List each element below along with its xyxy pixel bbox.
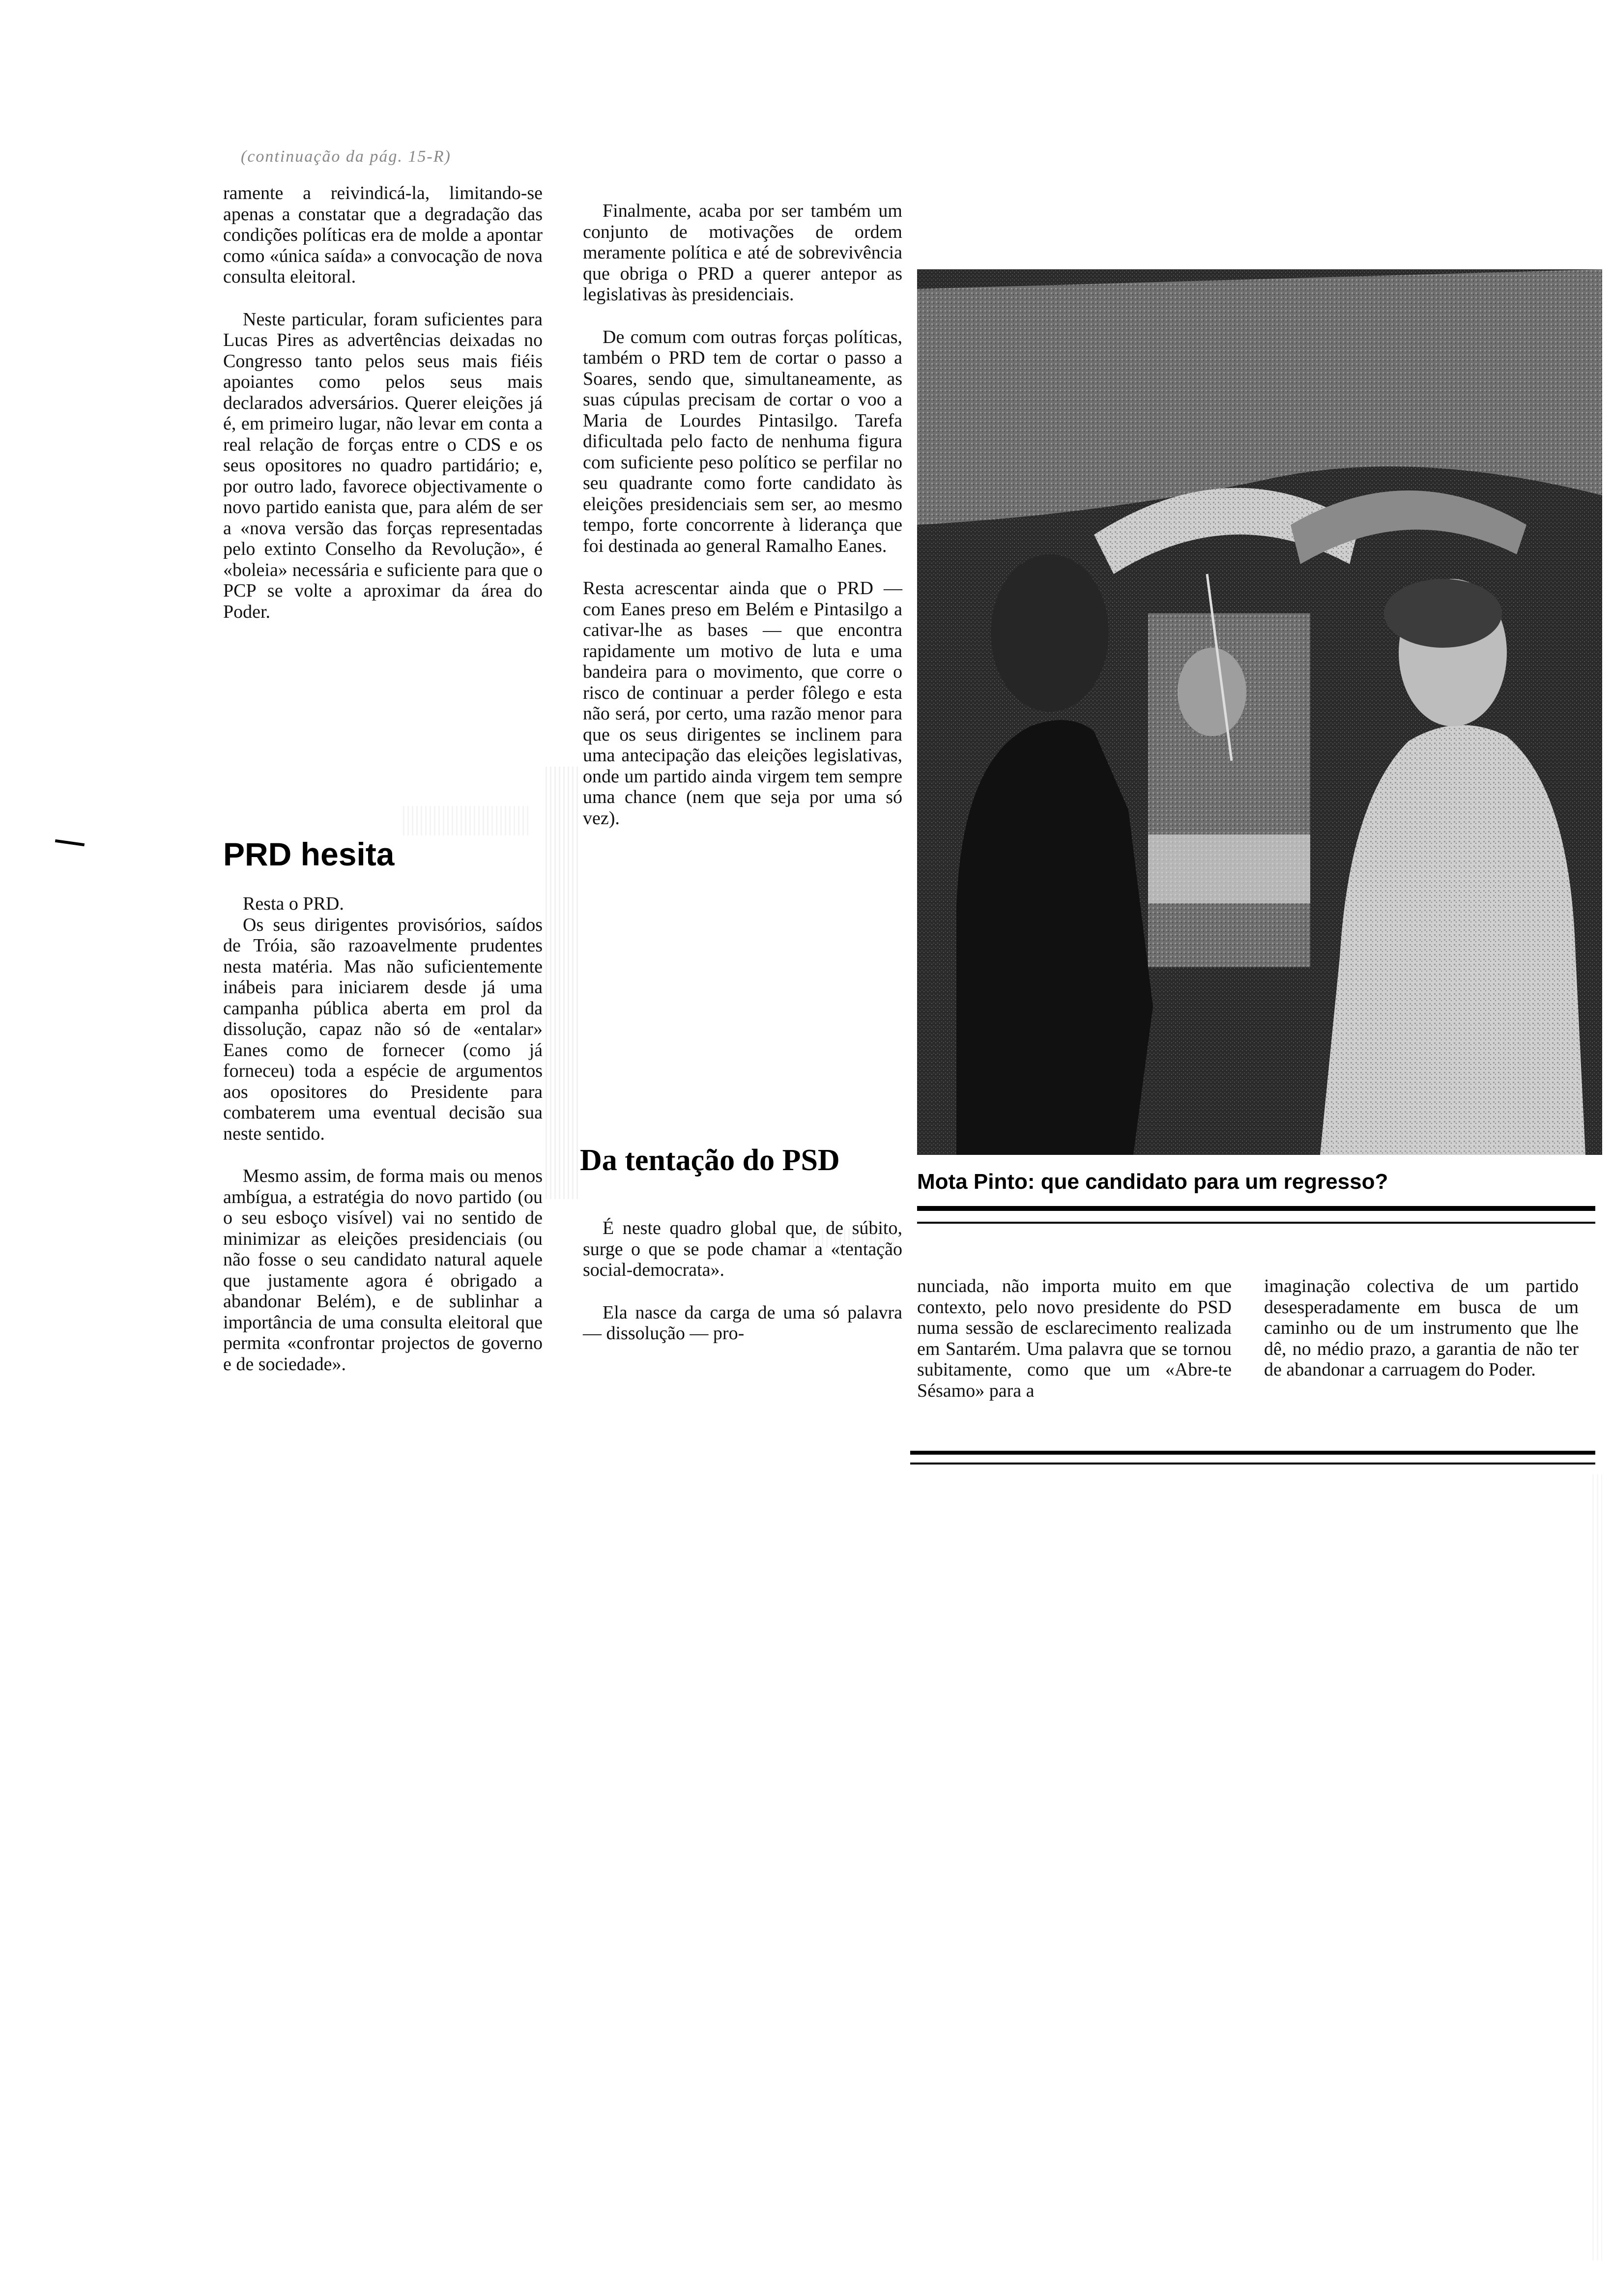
- scan-noise-1: [546, 767, 580, 1199]
- column-1b-paragraph-1: Resta o PRD.: [243, 893, 344, 914]
- photo-illustration: [917, 269, 1602, 1155]
- subhead-prd-hesita: PRD hesita: [223, 836, 395, 872]
- margin-mark: [55, 839, 85, 846]
- right-figure-hair: [1384, 579, 1502, 648]
- scan-noise-2: [403, 806, 531, 835]
- photo-caption: Mota Pinto: que candidato para um regresso?: [917, 1170, 1388, 1194]
- column-2b-paragraph-2: Ela nasce da carga de uma só palavra — dissolução — pro-: [583, 1302, 902, 1344]
- column-4: [1264, 1276, 1579, 1402]
- continuation-line: (continuação da pág. 15-R): [241, 147, 451, 166]
- column-1b-paragraph-2: Os seus dirigentes provisórios, saídos de Tróia, são razoavelmente prudentes nesta matéria. Mas não suficientemente inábeis para iniciarem desde já uma campanha pública aberta em prol da dissolução, capaz não só de «entalar» Eanes como de fornecer (como já forneceu) toda a espécie de argumentos aos opositores do Presidente para combaterem uma eventual decisão sua neste sentido.: [223, 914, 543, 1144]
- caption-rule-1: [917, 1206, 1595, 1211]
- column-3: [917, 1276, 1232, 1423]
- column-1b-paragraph-3: Mesmo assim, de forma mais ou menos ambígua, a estratégia do novo partido (ou o seu esboço visível) vai no sentido de minimizar as eleições presidenciais (ou não fosse o seu candidato natural aquele que justamente agora é obrigado a abandonar Belém), e de sublinhar a importância de uma consulta eleitoral que permita «confrontar projectos de governo e de sociedade».: [223, 1166, 543, 1375]
- vehicle-glint: [1148, 834, 1310, 903]
- bottom-rule-1: [910, 1451, 1595, 1455]
- column-4-paragraph-1: imaginação colectiva de um partido desesperadamente em busca de um caminho ou de um instrumento que lhe dê, no médio prazo, a garantia de não ter de abandonar a carruagem do Poder.: [1264, 1276, 1579, 1380]
- column-1-paragraph-2: Neste particular, foram suficientes para Lucas Pires as advertências deixadas no Congresso tanto pelos seus mais fiéis apoiantes como pelos seus mais declarados adversários. Querer eleições já é, em primeiro lugar, não levar em conta a real relação de forças entre o CDS e os seus opositores no quadro partidário; e, por outro lado, favorece objectivamente o novo partido eanista que, para além de ser a «nova versão das forças representadas pelo extinto Conselho da Revolução», é «boleia» necessária e suficiente para que o PCP se volte a aproximar da área do Poder.: [223, 309, 543, 622]
- scan-noise-3: [786, 1229, 894, 1248]
- scan-noise-4: [1592, 1474, 1602, 2261]
- column-1-paragraph-1: ramente a reivindicá-la, limitando-se apenas a constatar que a degradação das condições políticas era de molde a apontar como «única saída» a convocação de nova consulta eleitoral.: [223, 183, 543, 287]
- column-2-paragraph-1: Finalmente, acaba por ser também um conjunto de motivações de ordem meramente política e até de sobrevivência que obriga o PRD a querer antepor as legislativas às presidenciais.: [583, 201, 902, 305]
- centre-face: [1178, 648, 1246, 736]
- left-figure-head: [991, 554, 1109, 712]
- subhead-da-tentacao-do-psd: Da tentação do PSD: [580, 1144, 840, 1177]
- photo-mota-pinto: [917, 269, 1602, 1155]
- column-2-paragraph-2: De comum com outras forças políticas, também o PRD tem de cortar o passo a Soares, sendo que, simultaneamente, as suas cúpulas precisam de cortar o voo a Maria de Lourdes Pintasilgo. Tarefa dificultada pelo facto de nenhuma figura com suficiente peso político se perfilar no seu quadrante como forte candidato às eleições presidenciais sem ser, ao mesmo tempo, forte concorrente à liderança que foi destinada ao general Ramalho Eanes.: [583, 326, 902, 556]
- caption-rule-2: [917, 1222, 1595, 1224]
- column-1: [223, 183, 543, 644]
- bottom-rule-2: [910, 1463, 1595, 1464]
- column-2-paragraph-3: Resta acrescentar ainda que o PRD — com Eanes preso em Belém e Pintasilgo a cativar-lhe as bases — que encontra rapidamente um motivo de luta e uma bandeira para o movimento, que corre o risco de continuar a perder fôlego e esta não será, por certo, uma razão menor para que os seus dirigentes se inclinem para uma antecipação das eleições legislativas, onde um partido ainda virgem tem sempre uma chance (nem que seja por uma só vez).: [583, 578, 902, 829]
- column-1-bottom: [223, 893, 543, 1396]
- column-2: [583, 201, 902, 850]
- column-2b-paragraph-1: É neste quadro global que, de súbito, surge o que se pode chamar a «tentação social-democrata».: [583, 1218, 902, 1280]
- column-3-paragraph-1: nunciada, não importa muito em que contexto, pelo novo presidente do PSD numa sessão de esclarecimento realizada em Santarém. Uma palavra que se tornou subitamente, como que um «Abre-te Sésamo» para a: [917, 1276, 1232, 1401]
